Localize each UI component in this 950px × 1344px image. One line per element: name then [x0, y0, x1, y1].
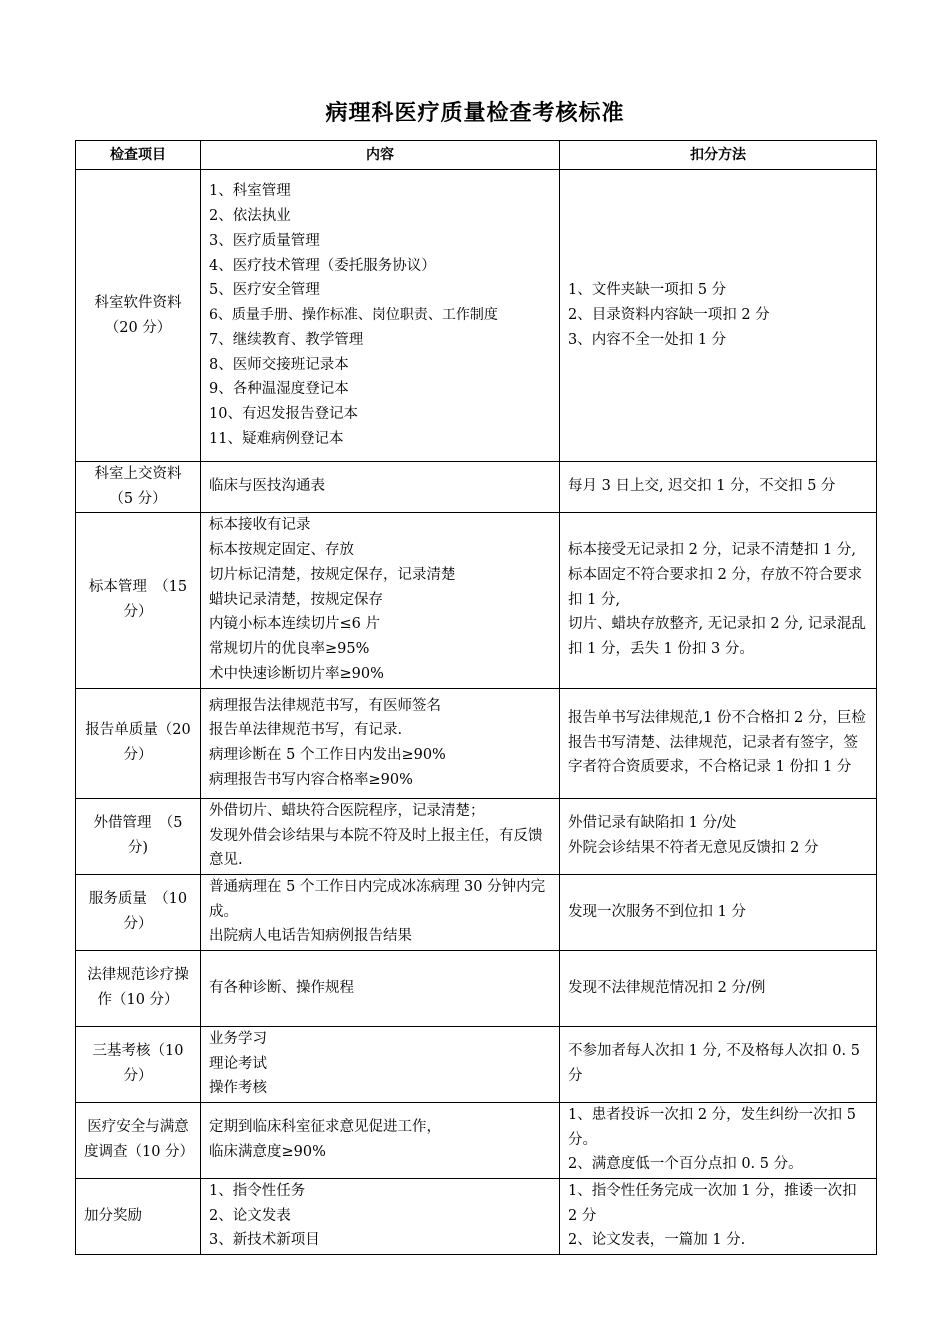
method-line: 外院会诊结果不符者无意见反馈扣 2 分 [568, 840, 819, 857]
table-row [76, 950, 877, 1026]
content-line: 2、依法执业 [209, 207, 291, 224]
category-cell [76, 462, 201, 513]
content-line: 10、有迟发报告登记本 [209, 406, 358, 423]
method-cell [560, 1102, 877, 1178]
content-line: 操作考核 [209, 1080, 267, 1097]
method-line: 标本固定不符合要求扣 2 分，存放不符合要求扣 1 分, [568, 566, 862, 608]
header-content: 内容 [201, 141, 560, 170]
category-label: 加分奖励 [84, 1207, 142, 1224]
table-header-row [76, 141, 877, 170]
method-line: 切片、蜡块存放整齐, 无记录扣 2 分, 记录混乱扣 1 分，丢失 1 份扣 3 分。 [568, 616, 866, 658]
method-line: 1、患者投诉一次扣 2 分，发生纠纷一次扣 5 分。 [568, 1106, 857, 1148]
category-cell [76, 688, 201, 798]
content-line: 常规切片的优良率≥95% [209, 641, 370, 658]
category-label: 外借管理 （5 分) [93, 815, 183, 857]
category-label: 医疗安全与满意度调查（10 分） [84, 1119, 195, 1161]
table-row [76, 1026, 877, 1102]
content-cell [201, 798, 560, 874]
method-cell [560, 950, 877, 1026]
page-title: 病理科医疗质量检查考核标准 [325, 101, 625, 126]
content-line: 2、论文发表 [209, 1207, 291, 1224]
content-line: 病理诊断在 5 个工作日内发出≥90% [209, 747, 446, 764]
content-line: 定期到临床科室征求意见促进工作， [209, 1119, 441, 1136]
table-row [76, 462, 877, 513]
content-line: 3、医疗质量管理 [209, 232, 320, 249]
category-cell [76, 798, 201, 874]
content-line: 外借切片、蜡块符合医院程序，记录清楚； [209, 802, 485, 819]
content-line: 3、新技术新项目 [209, 1232, 320, 1249]
method-line: 外借记录有缺陷扣 1 分/处 [568, 815, 737, 832]
method-line: 3、内容不全一处扣 1 分 [568, 331, 727, 348]
content-cell [201, 462, 560, 513]
content-line: 7、继续教育、教学管理 [209, 331, 364, 348]
content-line: 出院病人电话告知病例报告结果 [209, 928, 412, 945]
category-cell [76, 1178, 201, 1254]
method-line: 报告单书写法律规范,1 份不合格扣 2 分，巨检报告书写清楚、法律规范，记录者有签字，签字者符合资质要求，不合格记录 1 份扣 1 分 [568, 709, 866, 776]
method-line: 发现一次服务不到位扣 1 分 [568, 903, 746, 920]
method-line: 发现不法律规范情况扣 2 分/例 [568, 979, 766, 996]
content-line: 发现外借会诊结果与本院不符及时上报主任，有反馈意见. [209, 827, 543, 869]
content-line: 11、疑难病例登记本 [209, 431, 344, 448]
header-check-item: 检查项目 [76, 141, 201, 170]
method-cell [560, 512, 877, 688]
quality-standard-table [75, 140, 877, 1255]
method-line: 不参加者每人次扣 1 分, 不及格每人次扣 0. 5 分 [568, 1043, 860, 1085]
category-label: 法律规范诊疗操作（10 分） [87, 967, 189, 1009]
content-line: 6、质量手册、操作标准、岗位职责、工作制度 [209, 307, 498, 324]
method-cell [560, 688, 877, 798]
table-row [76, 798, 877, 874]
category-cell [76, 950, 201, 1026]
content-cell [201, 1102, 560, 1178]
content-line: 术中快速诊断切片率≥90% [209, 666, 384, 683]
content-line: 有各种诊断、操作规程 [209, 979, 354, 996]
content-line: 1、指令性任务 [209, 1182, 306, 1199]
method-line: 2、论文发表，一篇加 1 分. [568, 1232, 746, 1249]
table-row [76, 512, 877, 688]
category-label: 报告单质量（20 分） [85, 722, 191, 764]
method-cell [560, 1178, 877, 1254]
method-cell [560, 170, 877, 462]
table-row [76, 1178, 877, 1254]
method-line: 2、目录资料内容缺一项扣 2 分 [568, 307, 770, 324]
content-line: 病理报告法律规范书写，有医师签名 [209, 697, 441, 714]
header-deduction-method: 扣分方法 [560, 141, 877, 170]
method-line: 每月 3 日上交, 迟交扣 1 分，不交扣 5 分 [568, 478, 836, 495]
content-line: 1、科室管理 [209, 183, 291, 200]
table-row [76, 874, 877, 950]
content-line: 病理报告书写内容合格率≥90% [209, 771, 413, 788]
method-line: 1、文件夹缺一项扣 5 分 [568, 282, 727, 299]
content-cell [201, 1026, 560, 1102]
method-cell [560, 1026, 877, 1102]
table-row [76, 1102, 877, 1178]
content-line: 临床满意度≥90% [209, 1144, 326, 1161]
content-cell [201, 512, 560, 688]
content-cell [201, 874, 560, 950]
content-line: 标本接收有记录 [209, 517, 311, 534]
category-cell [76, 512, 201, 688]
content-line: 5、医疗安全管理 [209, 282, 320, 299]
method-line: 2、满意度低一个百分点扣 0. 5 分。 [568, 1156, 803, 1173]
category-cell [76, 1102, 201, 1178]
category-label: 服务质量 （10 分） [88, 891, 188, 933]
content-cell [201, 170, 560, 462]
content-line: 临床与医技沟通表 [209, 478, 325, 495]
table-row [76, 170, 877, 462]
content-line: 8、医师交接班记录本 [209, 356, 349, 373]
content-cell [201, 1178, 560, 1254]
content-line: 报告单法律规范书写，有记录. [209, 722, 403, 739]
content-line: 内镜小标本连续切片≤6 片 [209, 616, 380, 633]
category-cell [76, 170, 201, 462]
content-line: 理论考试 [209, 1055, 267, 1072]
content-line: 标本按规定固定、存放 [209, 542, 354, 559]
method-line: 标本接受无记录扣 2 分，记录不清楚扣 1 分, [568, 542, 856, 559]
method-cell [560, 798, 877, 874]
method-line: 1、指令性任务完成一次加 1 分，推诿一次扣 2 分 [568, 1182, 857, 1224]
category-cell [76, 1026, 201, 1102]
content-cell [201, 950, 560, 1026]
content-cell [201, 688, 560, 798]
content-line: 9、各种温湿度登记本 [209, 381, 349, 398]
content-line: 4、医疗技术管理（委托服务协议） [209, 257, 436, 274]
content-line: 普通病理在 5 个工作日内完成冰冻病理 30 分钟内完成。 [209, 878, 546, 920]
category-label: 三基考核（10 分） [92, 1043, 184, 1085]
category-cell [76, 874, 201, 950]
method-cell [560, 462, 877, 513]
category-label: 科室上交资料（5 分） [94, 466, 182, 507]
content-line: 蜡块记录清楚，按规定保存 [209, 591, 383, 608]
category-label: 标本管理 （15 分） [88, 579, 188, 621]
table-row [76, 688, 877, 798]
content-line: 业务学习 [209, 1030, 267, 1047]
category-label: 科室软件资料（20 分） [94, 294, 182, 336]
content-line: 切片标记清楚，按规定保存，记录清楚 [209, 566, 456, 583]
method-cell [560, 874, 877, 950]
